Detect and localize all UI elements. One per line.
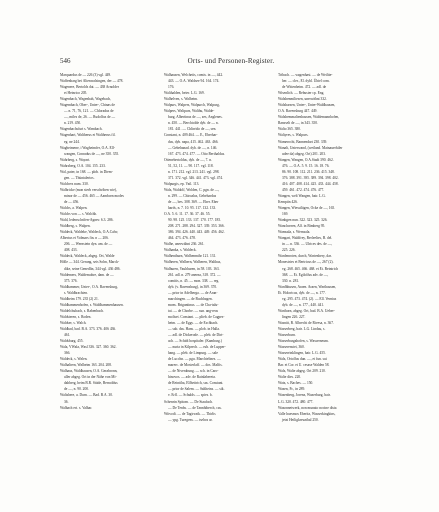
index-entry-line: ach. — Schidt hospitaler. (Kamburg.) (168, 339, 222, 344)
index-entry-line: Wasserburn. (278, 333, 296, 338)
index-entry-line: 181. 441. — Chlirrido de —, sen. (168, 127, 217, 132)
index-entry-line: Witvodi. — de Tagirvatk. — Thirlis (164, 411, 216, 416)
index-entry-line: n. 171. 212. vgl. 213. 241. vgl. 298. (168, 169, 220, 174)
index-entry-line: dyb. de —, n. 177., 440. 441. (282, 302, 325, 307)
index-entry-line: Wardbhusen, Araen. Araen, Warthausen, (278, 284, 337, 289)
index-entry-line: 371. 372. vgl. 346. 441. 473. vgl. 474. (168, 175, 224, 180)
running-title: Orts- und Personen-Register. (187, 57, 275, 65)
index-entry-line: Walhanka, s. Waldeck. (164, 248, 197, 253)
index-entry-line: — Gebehanad. dyb. de —, n. 146. (168, 145, 218, 150)
index-entry-line: Wardenroten, durch, Wartenbery, dar. (278, 254, 332, 259)
index-entry-line: Walzhemmaltenhausen, Waldemannhofen, (278, 115, 340, 120)
index-entry-line: Wala, VWala, Wasl 336. 327. 360. 362. (60, 345, 117, 350)
index-entry-line: 167. 473. 474. 477. — Otto Berthaldus. (168, 151, 225, 156)
index-entry-line: n. 219. 450. (64, 121, 82, 126)
index-entry-line: O.A. Ravensburg 447. 449. (278, 109, 318, 114)
index-entry-line: Watz, s. Baches. — 150. (278, 381, 314, 386)
index-entry-line: Waldberg, s. Walpen. (60, 224, 91, 229)
index-entry-line: — prior in Adelberga. — de Aran- (168, 290, 218, 295)
index-entry-line: de Lucchn. — pgu. Marchtelines. — (168, 357, 221, 362)
index-entry-line: Wisenlich. — Rebuster cp. Eng. (278, 91, 325, 96)
index-entry-line: Wasserenstei, 360. (278, 345, 305, 350)
index-entry-line: Walzharsen, Unter-, Unter-Waldhausen, (278, 103, 336, 108)
index-entry-line: Waltyres, s. Walpurs. (278, 133, 309, 138)
index-entry-line: Walpurs, Walpers, Walpurch, Walpurg, (164, 103, 220, 108)
index-entry-line: Wagembach, Ober-, Unter-, Chinas de (60, 103, 115, 108)
index-entry-line: her. — cler., El. dybl. Ühtel com. (282, 79, 330, 84)
index-entry-line: 225. 226. (282, 248, 296, 253)
index-entry-line: n. 450. — Berchtolde dyb. de — n. (168, 121, 219, 126)
index-entry-line: n. 299. — Chiroalus, Gebehardus (168, 193, 217, 198)
index-entry-line: wangen, Conradus de —, ne 350. 355. (64, 151, 120, 156)
index-entry-line: udee da) abgeg. Ort) 201. 203. (282, 151, 326, 156)
index-column-left (60, 72, 156, 424)
index-entry-line: 86. 90. 108. 112. 211. 236. 415. 348. (282, 169, 335, 174)
index-entry-line: 366. (64, 351, 71, 356)
index-entry-line: Wagheimene, i Wagheimfer, O.A. Ell- (60, 145, 115, 150)
index-entry-line: Ransselt de —, in 343. 350. (278, 121, 318, 126)
index-entry-line: gen. — Thüntalerios. (64, 175, 95, 180)
index-entry-line: Marquardus de — 226 (3) vgl. 449. (60, 73, 112, 77)
index-entry-line: Tribach. — wagenhast. — de Weiltte- (278, 73, 333, 77)
index-entry-line: —, miles de, 26. — Rudolfus de — (64, 115, 116, 120)
index-entry-line: O.A. 5. 6. 11. 17. 36. 37. 46. 55. (164, 212, 211, 217)
index-entry-line: Wahrberg, s. Wayart. (60, 157, 91, 162)
index-entry-line: Warthorn, abgeg. Ort, bad. B.A. Ueber- (278, 308, 335, 313)
index-entry-line: s. Waldbrachten. (64, 290, 88, 295)
index-entry-line: Ottenebertoldus, dyb. de —, 7. n. (164, 157, 212, 162)
index-entry-line: Walzhenmiltesen, unerwähnt 332. (278, 97, 327, 102)
index-entry-line: — adl. de Dickerode. — pleb. de Dirt- (168, 333, 224, 338)
index-entry-line: lingen 226. 227. (282, 314, 306, 319)
index-entry-line: Wanbgen nun. 322. 323. 325. 326. (278, 218, 328, 223)
index-entry-line: Waldeck, Waldeck, abgeg. Ort, Walde (60, 254, 115, 259)
index-entry-line: vg. 295. 473. 474. (2). — Ell. Vernius (282, 296, 337, 301)
index-entry-line: Wanalt, Unterwand, (weiland. Mainauerhiler (278, 145, 343, 150)
index-entry-line: Wahrsberg, O.A. 104. 155. 233. (60, 163, 106, 168)
index-entry-line: 443. — O.A. Waldsee 94. 164. 174. (168, 79, 220, 84)
index-entry-line: de — 456. (64, 199, 80, 204)
index-entry-line: in — n. 336. — Ulrices des. de —, (282, 242, 333, 247)
page-header (60, 56, 402, 66)
index-entry-line: Waldbad, bad. B.A. 373. 376. 406 436. (60, 326, 117, 331)
index-entry-line: dike, seine Genedlin, 344 vgl. 436 486. (64, 266, 121, 271)
index-entry-line: Walpers, Waltpurs, Walthu, Walde- (164, 109, 215, 114)
index-entry-line: — sab. das. Hans. — plob. in Halla. (168, 326, 220, 331)
index-entry-line: 208. 271. 288. 294. 327. 339. 353. 366. (168, 224, 225, 229)
index-entry-line: 330. n. 281. (282, 278, 300, 283)
index-entry-line: Wanchorren, Alf. in Bimberg 95. (278, 224, 326, 229)
index-entry-line: — de Niverabung. — sch. in Caro- (168, 369, 219, 374)
index-entry-line: 476. — O.A. 5. 9. 15. 16. 18. 76. (282, 163, 330, 168)
index-entry-line: minor de — 456. 465 — Aamborn modes (64, 193, 124, 198)
index-entry-line: 386. 394. 426. 440. 443. 449. 456. 462. (168, 230, 225, 235)
index-entry-line: dahberg, beim B.R. Stüde, Bernoldus (64, 381, 118, 386)
index-entry-line: 176. (168, 85, 175, 90)
index-entry-line: Wasserrinklingen, bair. L.G. 455. (278, 351, 326, 356)
index-entry-line: Walbricke (mon sterb verschriben wie), (60, 187, 117, 192)
index-entry-line: comitis, n. 45. — mon. 338. — reg. (168, 278, 220, 283)
index-entry-line: Wazenberg, Jorenz, Wazerburg, bair. (278, 393, 331, 398)
index-entry-line: Wazonnetwerk, non munato nocine dista (278, 405, 337, 410)
index-entry-line: Bar. et Cor. et U. cesase Walden 58. (278, 363, 330, 368)
index-entry-line: aller abgeg. Ort in der Nähe von Mi- (64, 375, 117, 380)
index-entry-line: burg, Albertinus de —, zes, Anglenes. (168, 115, 223, 120)
index-entry-line: — De Tenbs. — de Tannhiberch, cas. (168, 405, 222, 410)
index-entry-line: Walhaltern, Walheim 163. 204. 208. (60, 363, 112, 368)
index-entry-line: Walhelven, s. Walheim. (164, 97, 198, 102)
index-entry-line: — n. 71, 76, 121. — Chloradus de (64, 109, 114, 114)
index-entry-line: marerc. de Mosterlaff. — dos. Malfis. (168, 363, 223, 368)
index-entry-line: Walchs, a. Walpen. (60, 206, 88, 211)
index-entry-line: Waldelchubach, s. Rabenbach. (60, 308, 104, 313)
index-entry-line: Constant, n. 409.464. — E., Eberhar- (164, 133, 218, 138)
page-number: 546 (60, 57, 71, 65)
index-entry-line: 416. 407. 408. 414. 425. 433. 444. 458. (282, 181, 339, 186)
index-entry-line: 376. 388. 391. 395. 389. 394. 398. 402. (282, 175, 339, 180)
index-entry-line: 261. adl. n. 279 anerna, 318. 372. — (168, 272, 221, 277)
index-entry-line: vg. 268. 465. 466. 468. et Et. Beintrich (282, 266, 338, 271)
index-entry-line: marchingen. — de Buchhagen. (168, 296, 213, 301)
index-entry-line: Wasnitt, B. Albrecht de Rivesa, n. 367. (278, 320, 334, 325)
index-entry-line: Waldhammer, Unter-, O.A. Ravensburg, (60, 284, 118, 289)
index-entry-line: Wangart, Waldfrey, Berleeltes, B. del. (278, 236, 333, 241)
index-entry-line: Waldeck, Waldeke, Waldeck, O.A.Calw; (60, 230, 119, 235)
index-entry-line: 90. 98. 125. 133. 137. 170. 177. 185. (168, 218, 222, 223)
index-entry-line: Albertus et Volmars fin. n — 206. (60, 236, 109, 241)
index-entry-line: Wamsala, s. Wernsala. (278, 230, 311, 235)
index-entry-line: Walhaus, Waldhausen, O.A. Gerabronn, (60, 369, 118, 374)
index-entry-line: Wamerocht, Bannendart 230. 339. (278, 139, 328, 144)
index-entry-line: Wasserberg, bair. L.G. Lindau, s. (278, 326, 326, 331)
index-entry-line: Walpurgis, ep. Vail. 113. (164, 181, 200, 186)
index-entry-line: Kemptin 426. (278, 199, 298, 204)
index-entry-line: Wagenhart, Waltherus et Waltherus fil. (60, 133, 116, 138)
index-entry-line: — nuria in Kilprech. — rub. de Lupper- (168, 345, 226, 350)
index-entry-line: Waldemers, Waldemohre, dam. de — (60, 272, 114, 277)
index-entry-line: de —, bes. 308. 369. — Eber. Eber (168, 199, 219, 204)
index-entry-line: Wagenbach, Wagenbah, Wagebach, (60, 97, 111, 102)
index-entry-line: 206. — Wernstein dyn. am. de — (64, 242, 113, 247)
index-entry-line: Walhenthurn, Walhenmihr 121. 131. (164, 254, 217, 259)
index-entry-line: — ypg. Turegens. — tsehos ar. (168, 417, 213, 422)
index-entry-line: Walz, Waldolf, Wolden, C. pgn. de —, (164, 187, 220, 192)
index-entry-line: v. Erfl. — Schulds. — spies. b. (168, 393, 213, 398)
index-entry-line: Walto 365. 380. (278, 127, 301, 132)
index-entry-line: Valle huesmos Eberitz, Wasserkingkins, (278, 411, 336, 416)
index-entry-line: 368. — Et. Egilolfus adv. de —, (282, 272, 329, 277)
index-entry-line: moliset. Constant. — plieb. de Cagpes- (168, 314, 225, 319)
index-entry-line: jetzt Heiligkreuzthal 250. (282, 417, 319, 422)
index-entry-line: Walhuren, Vauhhuren, in 58. 103. 163. (164, 266, 220, 271)
index-entry-line: Wal, pater, in 168. — plob. in Diem- (60, 169, 113, 174)
index-entry-line: Waldheim 179. 235 (2) 21. (60, 296, 99, 301)
index-entry-line: et Heinrico 205. (64, 91, 88, 96)
index-entry-line: eg. ne 244. (64, 139, 80, 144)
index-column-right (278, 72, 388, 424)
index-entry-line: Walhe, unerwähnt 236. 261. (164, 242, 205, 247)
index-entry-line: Walchs von — s. Walchh. (60, 212, 98, 217)
index-entry-line: 464. 473. 476. 478. (168, 236, 196, 241)
index-entry-line: Wald, ledenschrifen-Agnes: 6.3. 286. (60, 218, 114, 223)
index-entry-line: tai. — de Chorhe. — sun. ang-reas (168, 308, 219, 313)
index-entry-line: Walz, Ortolfus dun. —, et fun. sui (278, 357, 327, 362)
index-entry-line: 51, 52, 11. — 90. 117. vgl. 118. (168, 163, 214, 168)
index-entry-line: dyb. (v. Ravensburg), in 369. 370. (168, 284, 218, 289)
index-entry-line: Wangen, welt Wangen, bair. L.G. (278, 193, 326, 198)
index-column-middle (164, 72, 270, 424)
index-entry-line: Walheren, Walhern, Walheren, Walthus, (164, 260, 222, 265)
index-entry-line: Wasserburgahofen, s. Wasserneum. (278, 339, 329, 344)
index-entry-line: L.G. 320. 472. 480. 477. (278, 399, 314, 404)
index-entry-line: de Reintiha, Elfhettrich, sas. Constant. (168, 381, 224, 386)
index-entry-line: 375. 376. (64, 278, 78, 283)
index-entry-line: Wangen, Wangen, O.A.Stadt 390. 462. (278, 157, 334, 162)
index-entry-line: Schenrin Spitom. — De Staufach. (164, 399, 213, 404)
index-entry-line: Wazen, Fr., in 289. (278, 387, 306, 392)
index-entry-line: 461. (64, 333, 71, 338)
index-entry-line: 36. (64, 399, 69, 404)
index-entry-line: Waldsteren, s. Roden. (60, 314, 92, 319)
index-entry-line: Waldsburg, 455. (60, 339, 84, 344)
index-entry-line: Waldhammenhofen, s. Waldhammenhausen. (60, 302, 124, 307)
index-entry-line: Walchers num. 330. (60, 181, 89, 186)
index-entry-line: Walhausen, Welchetis, comis. in —, 442. (164, 73, 224, 77)
index-entry-line: Wagenere, Bertolds dat. — 438 Arnolder (60, 85, 119, 90)
index-entry-line: hinovos. — adv. de Rainlabereta. (168, 375, 216, 380)
index-entry-line: Monestries et Bertricus de —, 267 (2). (278, 260, 334, 265)
index-entry-line: de Wittenheim. 472. — adl. de (282, 85, 327, 90)
index-entry-line: Walte dies. 220. (278, 375, 302, 380)
index-entry-line: hards, n. 7. 10. 95. 117. 132. 133. (168, 206, 217, 211)
index-entry-line: Walz, Walte abgeg. Ort 209. 210. (278, 369, 326, 374)
index-entry-line: mons. Brigantinus. — de Cha-talu- (168, 302, 219, 307)
index-entry-line: Waffenbarg bei Altenwalsingen, der — 478. (60, 79, 124, 84)
index-entry-line: 169. (282, 212, 289, 217)
index-entry-line: Hölle — 344. Gerung, seis Sohn, Marck- (60, 260, 120, 265)
index-entry-line: Waldeck, s. Walen. (60, 357, 88, 362)
index-entry-line: hang. — pleb. de Limpurg. — sale (168, 351, 218, 356)
index-entry-line: 459. 461. 472. 474. 476. 477. (282, 187, 325, 192)
index-entry-line: dus, dyb. napa, 415. 462. 463. 466. (168, 139, 219, 144)
index-entry-line: Waltshere, a. Durn. — Bad. B.A. 30. (60, 393, 113, 398)
index-entry-line: — prior de Salem. — Saltheins. — sik. (168, 387, 225, 392)
index-entry-line: Walthalden, beier. L.G. 169. (164, 91, 205, 96)
index-entry-line: Wangen, Wiesstlägen, Ocke de —, 165. (278, 206, 336, 211)
index-entry-line: Waldser, s. Walch. (60, 320, 87, 325)
index-entry-line: Et. Holoricus, dyb. de —, n. 177. (278, 290, 326, 295)
index-entry-line: Walbach ert. s. Valbar. (60, 405, 93, 410)
index-entry-line: heim. — de Eggs. — de Eschbach. (168, 320, 219, 325)
index-entry-line: 408. 433. (64, 248, 78, 253)
index-entry-line: Wagenbachsfurt s. Wambach. (60, 127, 103, 132)
index-entry-line: de —, n. 90. 200. (64, 387, 89, 392)
